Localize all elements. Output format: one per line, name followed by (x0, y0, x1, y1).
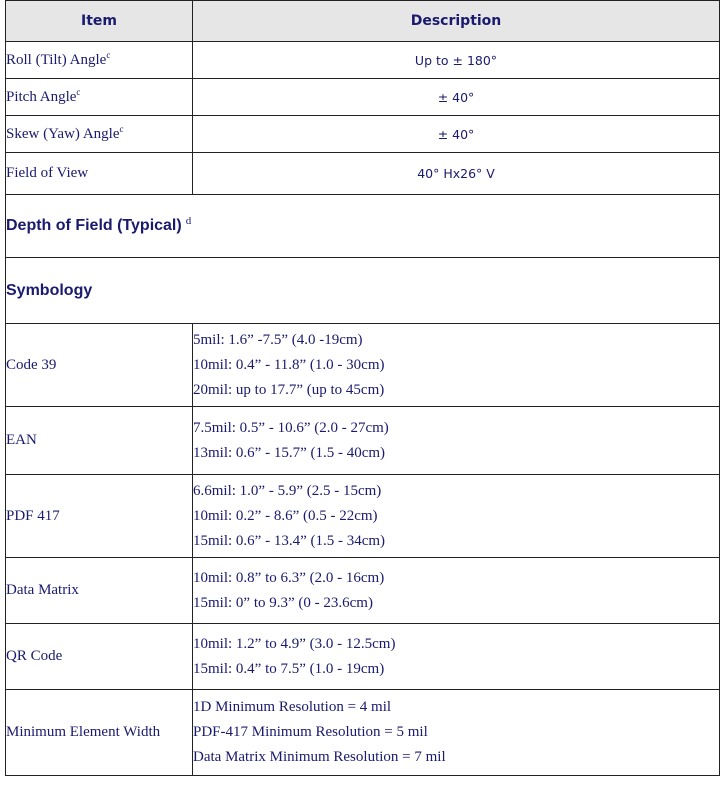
row-value (193, 407, 720, 475)
table-row (6, 407, 720, 475)
row-item (6, 42, 193, 79)
footnote-mark: c (119, 123, 124, 134)
row-value (193, 690, 720, 776)
value-line: 7.5mil: 0.5” - 10.6” (2.0 - 27cm) (193, 419, 389, 436)
row-value: ± 40° (193, 79, 720, 116)
value-line: 10mil: 0.2” - 8.6” (0.5 - 22cm) (193, 507, 378, 524)
value-line: 10mil: 0.4” - 11.8” (1.0 - 30cm) (193, 356, 385, 373)
value-line: 15mil: 0.4” to 7.5” (1.0 - 19cm) (193, 660, 385, 677)
section-title-symbology (6, 258, 720, 324)
specification-table (5, 0, 720, 776)
value-line: 5mil: 1.6” -7.5” (4.0 -19cm) (193, 331, 363, 348)
value-line: 13mil: 0.6” - 15.7” (1.5 - 40cm) (193, 444, 386, 461)
section-row (6, 258, 720, 324)
value-line: 20mil: up to 17.7” (up to 45cm) (193, 381, 385, 398)
row-item: Data Matrix (6, 558, 193, 624)
header-item: Item (6, 1, 193, 42)
row-value: ± 40° (193, 116, 720, 153)
row-value (193, 558, 720, 624)
row-item-label: Roll (Tilt) Angle (6, 51, 107, 68)
value-line: 6.6mil: 1.0” - 5.9” (2.5 - 15cm) (193, 482, 382, 499)
row-item-label: Field of View (6, 165, 89, 181)
row-value: 40° Hx26° V (193, 153, 720, 195)
row-value (193, 475, 720, 558)
footnote-mark: c (106, 49, 111, 60)
row-value (193, 324, 720, 407)
table-row (6, 116, 720, 153)
value-line: Data Matrix Minimum Resolution = 7 mil (193, 749, 446, 765)
table-row (6, 624, 720, 690)
footnote-mark: d (185, 214, 192, 227)
value-line: 15mil: 0” to 9.3” (0 - 23.6cm) (193, 594, 373, 611)
row-item: Minimum Element Width (6, 690, 193, 776)
table-row (6, 153, 720, 195)
value-line: 1D Minimum Resolution = 4 mil (193, 699, 392, 715)
row-value (193, 624, 720, 690)
value-line: 10mil: 0.8” to 6.3” (2.0 - 16cm) (193, 569, 385, 586)
value-line: 15mil: 0.6” - 13.4” (1.5 - 34cm) (193, 532, 386, 549)
row-item (6, 116, 193, 153)
row-item-label: Skew (Yaw) Angle (6, 125, 120, 142)
row-item (6, 79, 193, 116)
row-item: PDF 417 (6, 475, 193, 558)
header-description: Description (193, 1, 720, 42)
table-row (6, 475, 720, 558)
table-row (6, 324, 720, 407)
section-title-depth-of-field (6, 195, 720, 258)
row-value: Up to ± 180° (193, 42, 720, 79)
row-item (6, 153, 193, 195)
footnote-mark: c (76, 86, 81, 97)
row-item-label: Pitch Angle (6, 88, 77, 105)
section-title-text: Symbology (6, 281, 93, 299)
table-row (6, 79, 720, 116)
row-item: QR Code (6, 624, 193, 690)
table-header-row (6, 1, 720, 42)
value-line: 10mil: 1.2” to 4.9” (3.0 - 12.5cm) (193, 635, 396, 652)
table-row (6, 558, 720, 624)
section-row (6, 195, 720, 258)
table-row (6, 42, 720, 79)
row-item: Code 39 (6, 324, 193, 407)
table-row (6, 690, 720, 776)
row-item: EAN (6, 407, 193, 475)
section-title-text: Depth of Field (Typical) (6, 217, 182, 234)
value-line: PDF-417 Minimum Resolution = 5 mil (193, 724, 428, 740)
